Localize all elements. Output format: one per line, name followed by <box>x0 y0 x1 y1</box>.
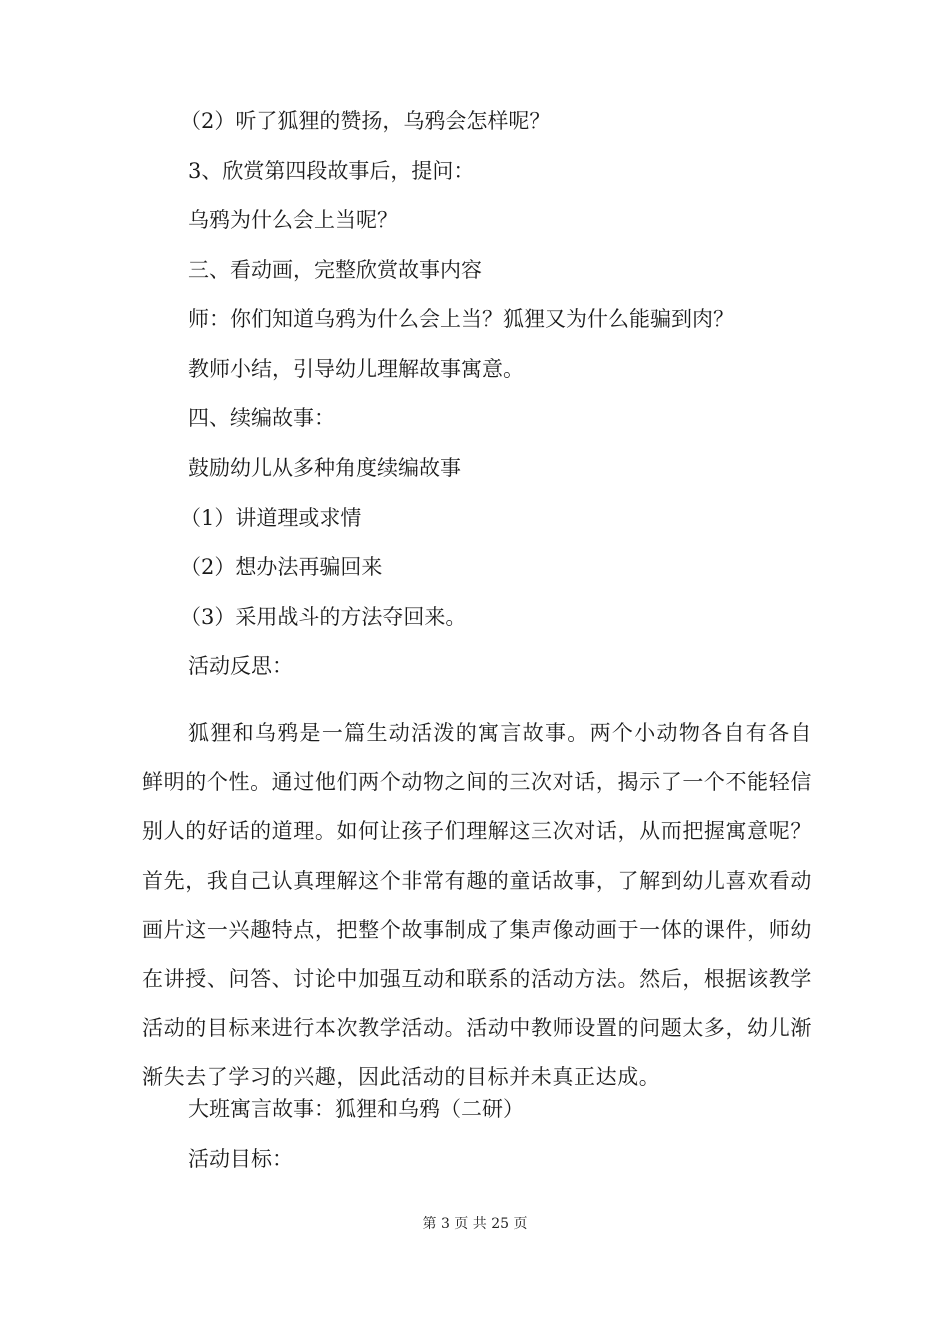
option-2-line: （2）想办法再骗回来 <box>180 555 383 579</box>
page-number-footer: 第 3 页 共 25 页 <box>422 1216 528 1232</box>
step-3-line: 3、欣赏第四段故事后，提问： <box>188 159 475 183</box>
reflection-heading: 活动反思： <box>188 654 293 678</box>
encourage-line: 鼓励幼儿从多种角度续编故事 <box>188 456 461 480</box>
reflection-body <box>142 709 812 1103</box>
question-2-line: （2）听了狐狸的赞扬，乌鸦会怎样呢？ <box>180 109 551 133</box>
lesson-title-line: 大班寓言故事：狐狸和乌鸦（二研） <box>188 1097 524 1121</box>
objectives-heading: 活动目标： <box>188 1147 293 1171</box>
option-1-line: （1）讲道理或求情 <box>180 506 362 530</box>
reflection-paragraph: 狐狸和乌鸦是一篇生动活泼的寓言故事。两个小动物各自有各自鲜明的个性。通过他们两个动物之间的三次对话，揭示了一个不能轻信别人的好话的道理。如何让孩子们理解这三次对话，从而把握寓意呢？首先，我自己认真理解这个非常有趣的童话故事，了解到幼儿喜欢看动画片这一兴趣特点，把整个故事制成了集声像动画于一体的课件，师幼在讲授、问答、讨论中加强互动和联系的活动方法。然后，根据该教学活动的目标来进行本次教学活动。活动中教师设置的问题太多，幼儿渐渐失去了学习的兴趣，因此活动的目标并未真正达成。 <box>142 721 812 1090</box>
question-line: 乌鸦为什么会上当呢？ <box>188 208 398 232</box>
teacher-question-line: 师：你们知道乌鸦为什么会上当？狐狸又为什么能骗到肉？ <box>188 307 734 331</box>
teacher-summary-line: 教师小结，引导幼儿理解故事寓意。 <box>188 357 524 381</box>
section-3-heading: 三、看动画，完整欣赏故事内容 <box>188 258 482 282</box>
section-4-heading: 四、续编故事： <box>188 406 335 430</box>
option-3-line: （3）采用战斗的方法夺回来。 <box>180 605 467 629</box>
